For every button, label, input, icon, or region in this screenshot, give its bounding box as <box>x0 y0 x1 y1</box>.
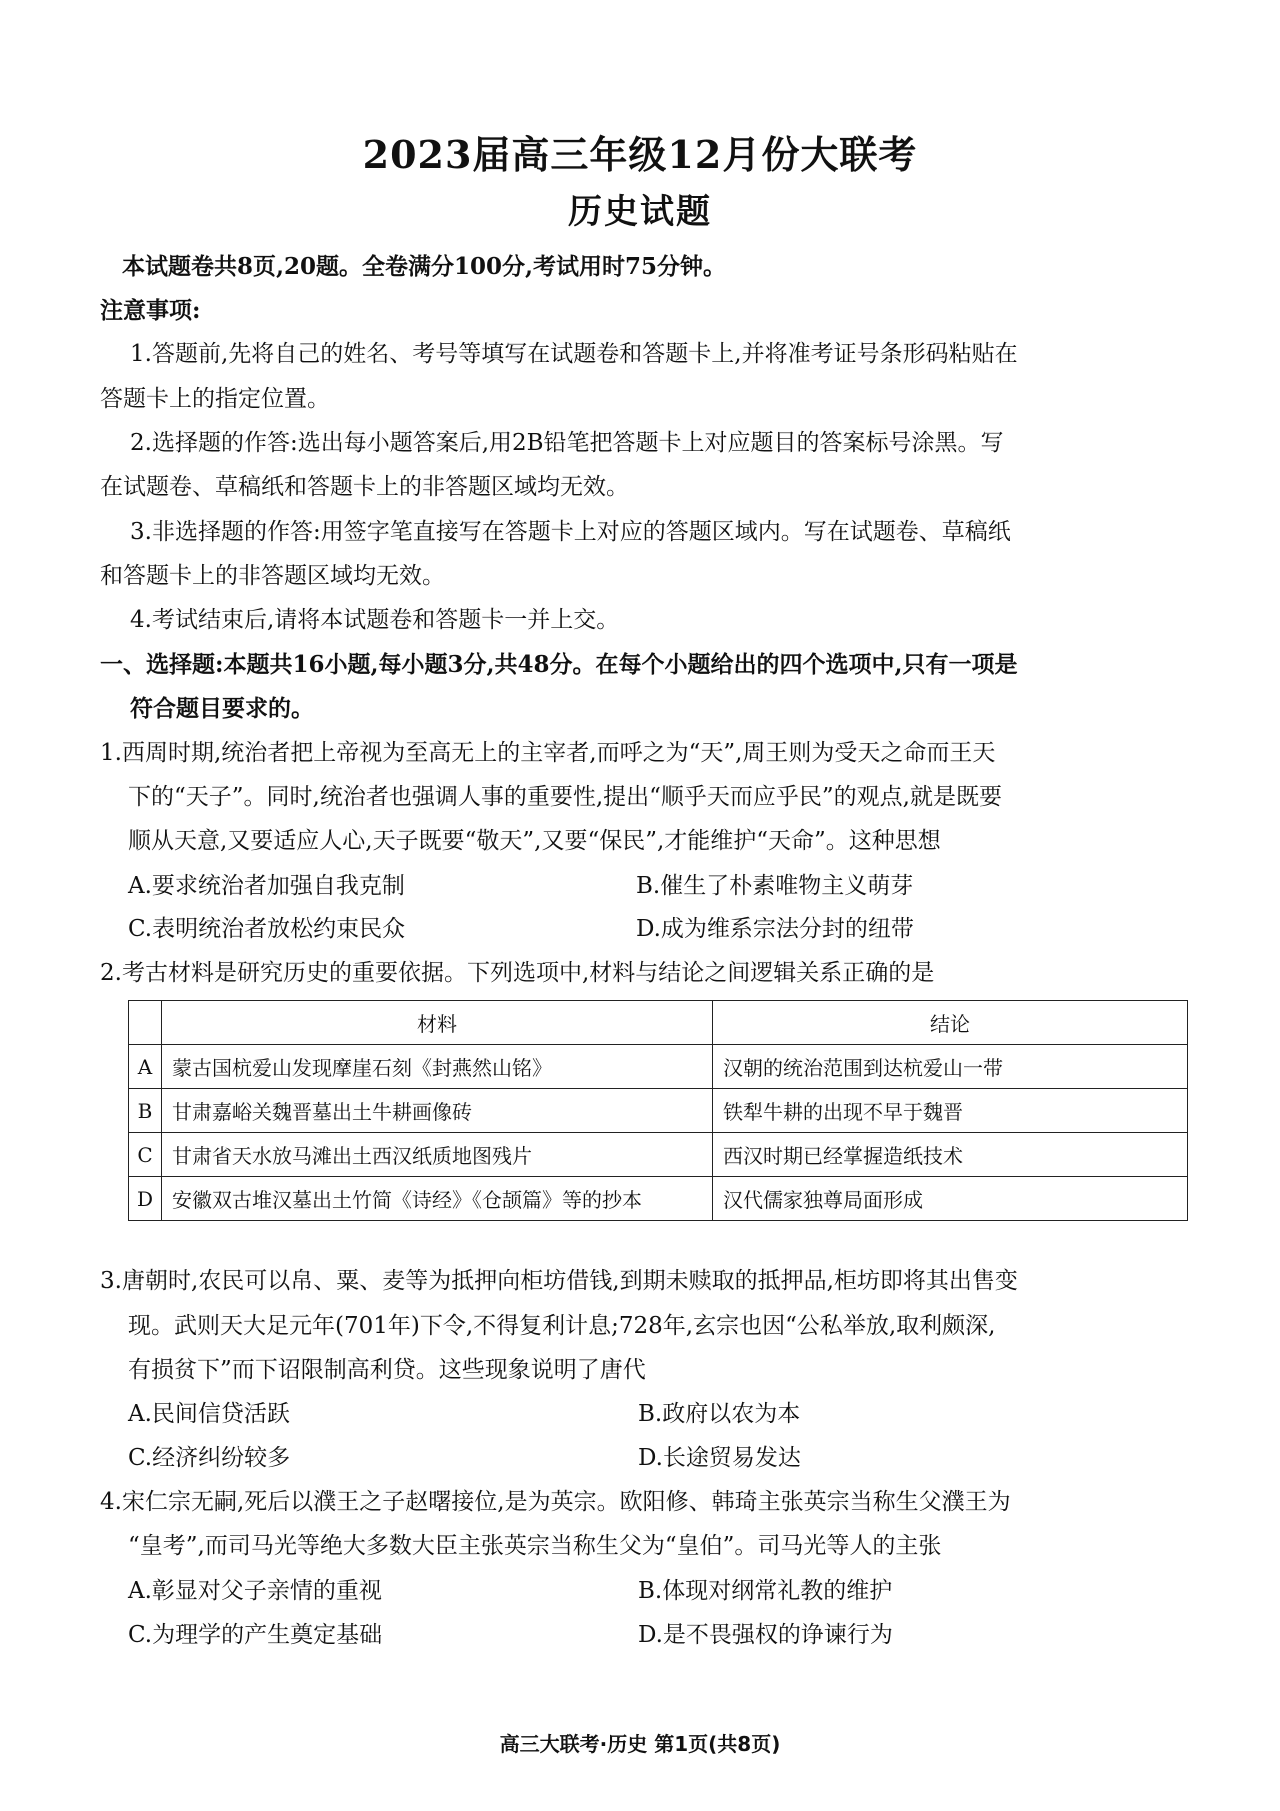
note-line-4: 在试题卷、草稿纸和答题卡上的非答题区域均无效。 <box>100 474 629 500</box>
note-line-6: 和答题卡上的非答题区域均无效。 <box>100 563 445 589</box>
note-line-2: 答题卡上的指定位置。 <box>100 386 330 412</box>
row-key: A <box>129 1045 162 1089</box>
table-header-key <box>129 1001 162 1045</box>
row-conclusion: 西汉时期已经掌握造纸技术 <box>713 1133 1188 1177</box>
q3-option-b: B.政府以农为本 <box>638 1401 801 1427</box>
exam-subject-title: 历史试题 <box>568 192 712 232</box>
q1-option-d: D.成为维系宗法分封的纽带 <box>636 916 914 942</box>
table-row <box>129 1177 1188 1221</box>
table-row <box>129 1133 1188 1177</box>
q3-option-c: C.经济纠纷较多 <box>128 1445 291 1471</box>
q3-stem-line-1: 3.唐朝时,农民可以帛、粟、麦等为抵押向柜坊借钱,到期未赎取的抵押品,柜坊即将其出售变 <box>100 1268 1018 1294</box>
q1-stem-line-2: 下的“天子”。同时,统治者也强调人事的重要性,提出“顺乎天而应乎民”的观点,就是既要 <box>128 784 1002 810</box>
q4-option-b: B.体现对纲常礼教的维护 <box>638 1578 893 1604</box>
exam-intro: 本试题卷共8页,20题。全卷满分100分,考试用时75分钟。 <box>122 253 727 280</box>
exam-title: 2023届高三年级12月份大联考 <box>362 132 918 177</box>
q4-option-c: C.为理学的产生奠定基础 <box>128 1622 383 1648</box>
q1-stem-line-1: 1.西周时期,统治者把上帝视为至高无上的主宰者,而呼之为“天”,周王则为受天之命而王天 <box>100 740 996 766</box>
q3-option-d: D.长途贸易发达 <box>638 1445 801 1471</box>
q4-stem-line-1: 4.宋仁宗无嗣,死后以濮王之子赵曙接位,是为英宗。欧阳修、韩琦主张英宗当称生父濮王为 <box>100 1489 1011 1515</box>
note-line-1: 1.答题前,先将自己的姓名、考号等填写在试题卷和答题卡上,并将准考证号条形码粘贴在 <box>130 341 1018 367</box>
q4-stem-line-2: “皇考”,而司马光等绝大多数大臣主张英宗当称生父为“皇伯”。司马光等人的主张 <box>128 1533 942 1559</box>
q4-option-d: D.是不畏强权的诤谏行为 <box>638 1622 893 1648</box>
row-material: 蒙古国杭爱山发现摩崖石刻《封燕然山铭》 <box>162 1045 713 1089</box>
row-material: 安徽双古堆汉墓出土竹简《诗经》《仓颉篇》等的抄本 <box>162 1177 713 1221</box>
table-header-material: 材料 <box>162 1001 713 1045</box>
q3-option-a: A.民间信贷活跃 <box>128 1401 290 1427</box>
row-material: 甘肃嘉峪关魏晋墓出土牛耕画像砖 <box>162 1089 713 1133</box>
table-header-row <box>129 1001 1188 1045</box>
q2-stem: 2.考古材料是研究历史的重要依据。下列选项中,材料与结论之间逻辑关系正确的是 <box>100 960 935 986</box>
row-key: D <box>129 1177 162 1221</box>
table-row <box>129 1045 1188 1089</box>
note-line-5: 3.非选择题的作答:用签字笔直接写在答题卡上对应的答题区域内。写在试题卷、草稿纸 <box>130 519 1011 545</box>
section1-heading-cont: 符合题目要求的。 <box>130 695 314 722</box>
q3-stem-line-3: 有损贫下”而下诏限制高利贷。这些现象说明了唐代 <box>128 1357 646 1383</box>
notes-heading: 注意事项: <box>100 297 201 324</box>
q1-stem-line-3: 顺从天意,又要适应人心,天子既要“敬天”,又要“保民”,才能维护“天命”。这种思想 <box>128 828 941 854</box>
table-header-conclusion: 结论 <box>713 1001 1188 1045</box>
q2-table <box>128 1000 1188 1221</box>
note-line-7: 4.考试结束后,请将本试题卷和答题卡一并上交。 <box>130 607 620 633</box>
q3-stem-line-2: 现。武则天大足元年(701年)下令,不得复利计息;728年,玄宗也因“公私举放,取利颇深, <box>128 1313 996 1339</box>
row-conclusion: 铁犁牛耕的出现不早于魏晋 <box>713 1089 1188 1133</box>
q4-option-a: A.彰显对父子亲情的重视 <box>128 1578 382 1604</box>
row-key: B <box>129 1089 162 1133</box>
q1-option-c: C.表明统治者放松约束民众 <box>128 916 406 942</box>
note-line-3: 2.选择题的作答:选出每小题答案后,用2B铅笔把答题卡上对应题目的答案标号涂黑。写 <box>130 430 1004 456</box>
q1-option-a: A.要求统治者加强自我克制 <box>128 873 405 899</box>
row-material: 甘肃省天水放马滩出土西汉纸质地图残片 <box>162 1133 713 1177</box>
row-key: C <box>129 1133 162 1177</box>
table-row <box>129 1089 1188 1133</box>
row-conclusion: 汉代儒家独尊局面形成 <box>713 1177 1188 1221</box>
section1-heading: 一、选择题:本题共16小题,每小题3分,共48分。在每个小题给出的四个选项中,只有一项是 <box>100 651 1018 678</box>
page-footer: 高三大联考·历史 第1页(共8页) <box>499 1732 781 1756</box>
q1-option-b: B.催生了朴素唯物主义萌芽 <box>636 873 914 899</box>
row-conclusion: 汉朝的统治范围到达杭爱山一带 <box>713 1045 1188 1089</box>
